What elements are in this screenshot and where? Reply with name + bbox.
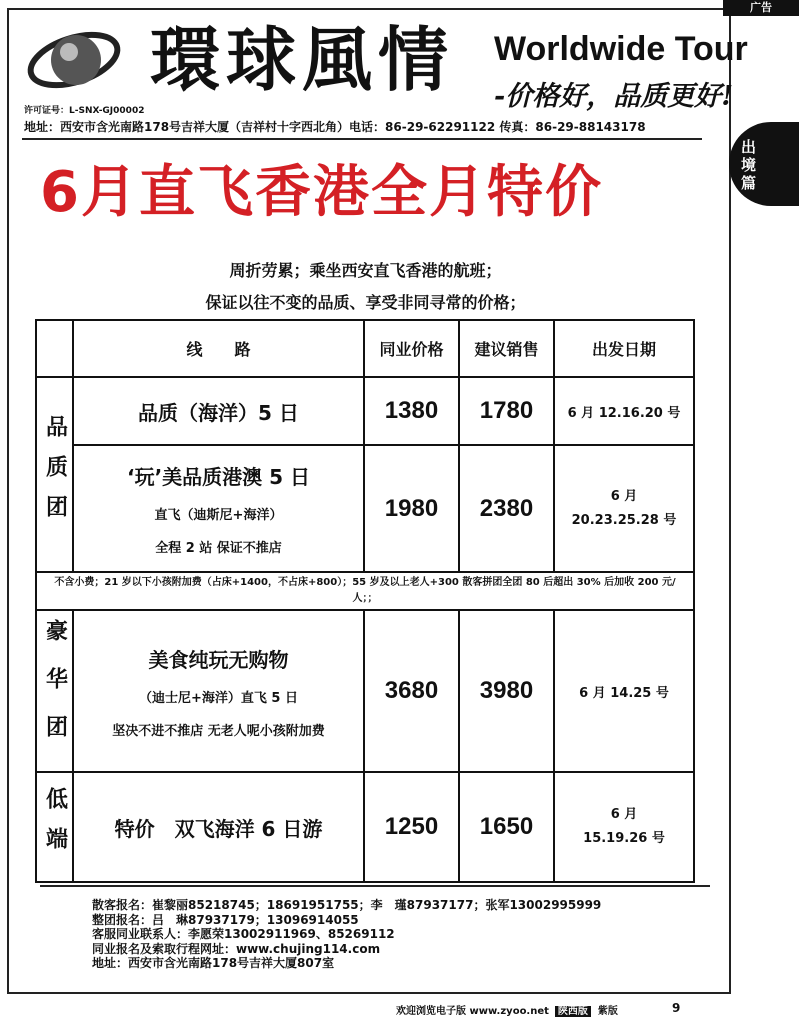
- trade-price: 1980: [364, 445, 459, 572]
- route-detail: （迪士尼+海洋）直飞 5 日: [139, 690, 298, 706]
- contact-line: 客服同业联系人：李愿荣13002911969、85269112: [92, 927, 395, 942]
- table-row-note: [36, 572, 694, 610]
- retail-price: 1780: [459, 377, 554, 445]
- table-header: [36, 320, 694, 377]
- brand-name-cn: 環球風情: [150, 19, 454, 101]
- table-row: [36, 377, 694, 445]
- ad-tag: 广告: [723, 0, 799, 16]
- depart-date: 6 月 12.16.20 号: [554, 377, 694, 445]
- page-number: 9: [672, 1001, 681, 1015]
- route-name: ‘玩’美品质港澳 5 日: [126, 465, 311, 489]
- brand-slogan: -价格好，品质更好!: [494, 81, 734, 112]
- divider: [22, 138, 702, 140]
- header-blank: [36, 320, 73, 377]
- table-row: [36, 610, 694, 772]
- footer-text: 欢迎浏览电子版 www.zyoo.net: [396, 1006, 549, 1017]
- retail-price: 3980: [459, 610, 554, 772]
- route-detail-2: 全程 2 站 保证不推店: [155, 541, 282, 556]
- globe-logo-icon: [24, 20, 134, 100]
- route-cell: [73, 445, 364, 572]
- company-address: 地址：西安市含光南路178号吉祥大厦（吉祥村十字西北角）电话：86-29-62291122 传真：86-29-88143178: [24, 120, 646, 134]
- trade-price: 1380: [364, 377, 459, 445]
- trade-price: 1250: [364, 772, 459, 882]
- group-label-luxury: 豪华团: [36, 610, 73, 772]
- intro-line-2: 保证以往不变的品质、享受非同寻常的价格；: [205, 293, 526, 312]
- contact-line: 地址：西安市含光南路178号吉祥大厦807室: [92, 956, 335, 971]
- depart-date: 6 月 20.23.25.28 号: [554, 445, 694, 572]
- group-label-budget: 低端: [36, 772, 73, 882]
- depart-date: 6 月 15.19.26 号: [554, 772, 694, 882]
- header-route: 线 路: [73, 320, 364, 377]
- route-detail: 直飞（迪斯尼+海洋）: [154, 508, 283, 523]
- edition-box: 陕西版: [555, 1006, 591, 1017]
- route-name: 美食纯玩无购物: [148, 647, 289, 672]
- footer: [396, 1002, 618, 1017]
- contact-line: 整团报名：吕 琳87937179；13096914055: [92, 912, 359, 927]
- intro-line-1: 周折劳累；乘坐西安直飞香港的航班；: [229, 261, 502, 280]
- brand-name-en: Worldwide Tour: [494, 30, 748, 68]
- route-name: 特价 双飞海洋 6 日游: [73, 772, 364, 882]
- route-detail-2: 坚决不进不推店 无老人呢小孩附加费: [112, 723, 325, 739]
- route-price-table: [35, 319, 695, 883]
- contact-line: 散客报名：崔黎丽85218745；18691951755；李 瑾87937177；张军13002995999: [92, 898, 602, 912]
- license-number: 许可证号：L-SNX-GJ00002: [24, 106, 145, 116]
- trade-price: 3680: [364, 610, 459, 772]
- section-tab: 出境篇: [729, 122, 799, 206]
- surcharge-note: 不含小费；21 岁以下小孩附加费（占床+1400，不占床+800）；55 岁及以上老人+300 散客拼团全团 80 后超出 30% 后加收 200 元/人；；: [36, 572, 694, 610]
- edition-label: 紫版: [597, 1006, 618, 1017]
- header-depart-date: 出发日期: [554, 320, 694, 377]
- route-name: 品质（海洋）5 日: [73, 377, 364, 445]
- header-trade-price: 同业价格: [364, 320, 459, 377]
- group-label-quality: 品质团: [36, 377, 73, 572]
- table-row: [36, 445, 694, 572]
- route-cell: [73, 610, 364, 772]
- retail-price: 1650: [459, 772, 554, 882]
- header-retail-price: 建议销售: [459, 320, 554, 377]
- headline: 6月直飞香港全月特价: [40, 160, 603, 225]
- depart-date: 6 月 14.25 号: [554, 610, 694, 772]
- contact-block: [92, 898, 601, 971]
- divider: [40, 885, 710, 887]
- retail-price: 2380: [459, 445, 554, 572]
- table-row: [36, 772, 694, 882]
- contact-line: 同业报名及索取行程网址：www.chujing114.com: [92, 941, 381, 956]
